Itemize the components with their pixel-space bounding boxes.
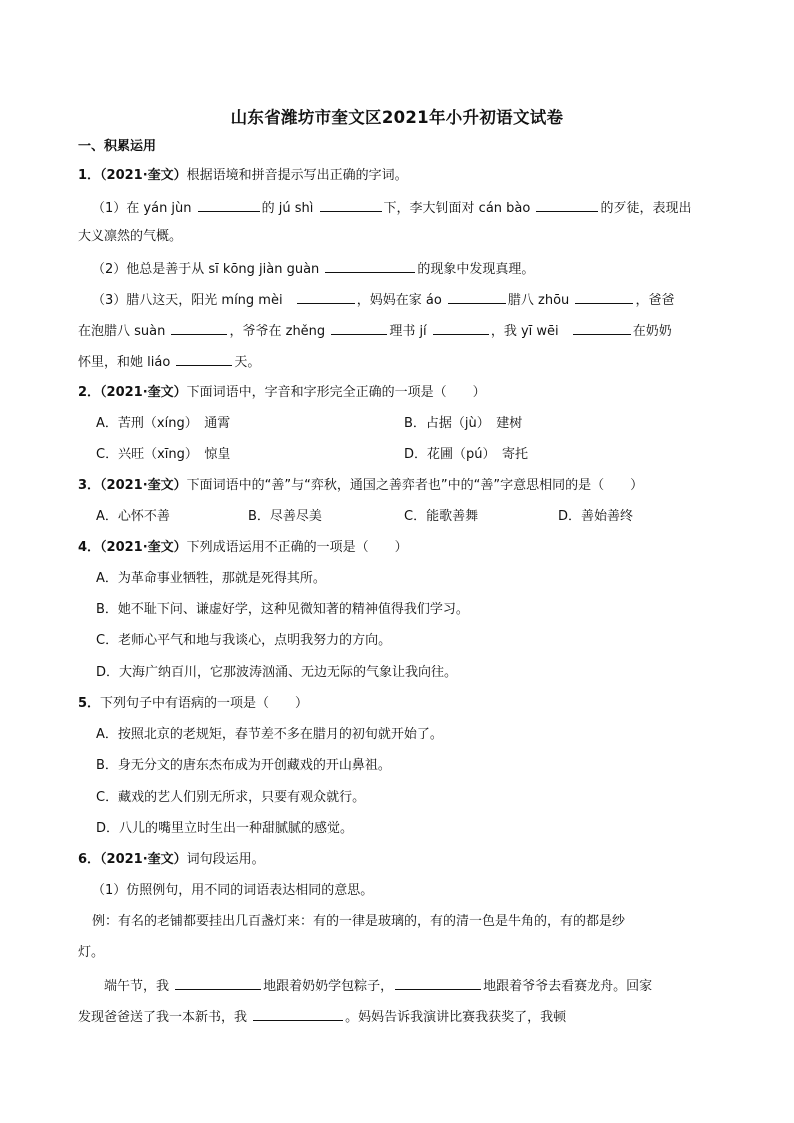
question-text: 下列句子中有语病的一项是（ ） xyxy=(100,696,309,711)
answer-blank[interactable] xyxy=(198,198,260,212)
question-source: （2021·奎文） xyxy=(100,852,187,867)
text-segment: 地跟着奶奶学包粽子， xyxy=(263,979,394,994)
section-heading: 一、积累运用 xyxy=(78,139,157,154)
question-4-stem xyxy=(78,539,408,557)
answer-blank[interactable] xyxy=(433,321,489,335)
option-b[interactable]: B．她不耻下问、谦虚好学，这种见微知著的精神值得我们学习。 xyxy=(96,602,469,617)
q1-sentence-3-cont xyxy=(78,321,672,341)
answer-blank[interactable] xyxy=(171,321,227,335)
question-text: 下面词语中，字音和字形完全正确的一项是（ ） xyxy=(186,385,486,400)
question-source: （2021·奎文） xyxy=(100,168,187,183)
text-segment: 地跟着爷爷去看赛龙舟。回家 xyxy=(483,979,653,994)
answer-blank[interactable] xyxy=(175,976,261,990)
q1-sentence-3-end xyxy=(78,352,260,372)
q1-sentence-3 xyxy=(92,290,674,310)
text-segment: 怀里，和她 liáo xyxy=(78,355,175,370)
answer-blank[interactable] xyxy=(575,290,633,304)
q1-sentence-1 xyxy=(92,198,692,218)
text-segment: 天。 xyxy=(234,355,261,370)
question-text: 下列成语运用不正确的一项是（ ） xyxy=(186,540,408,555)
question-source: （2021·奎文） xyxy=(100,540,187,555)
question-number: 4． xyxy=(78,540,101,555)
option-c[interactable]: C．藏戏的艺人们别无所求，只要有观众就行。 xyxy=(96,790,366,805)
text-segment: ，爷爷在 zhěng xyxy=(229,324,330,339)
option-b[interactable]: B．占据（jù） 建树 xyxy=(404,416,523,431)
answer-blank[interactable] xyxy=(297,290,355,304)
question-number: 3． xyxy=(78,478,101,493)
text-segment: 下，李大钊面对 cán bào xyxy=(383,201,535,216)
question-text: 词句段运用。 xyxy=(186,852,265,867)
question-6-stem xyxy=(78,851,265,869)
answer-blank[interactable] xyxy=(536,198,598,212)
answer-blank[interactable] xyxy=(448,290,506,304)
option-c[interactable]: C．兴旺（xīng） 惊皇 xyxy=(96,447,231,462)
text-segment: （1）在 yán jùn xyxy=(92,201,196,216)
option-d[interactable]: D．大海广纳百川，它那波涛汹涌、无边无际的气象让我向往。 xyxy=(96,665,458,680)
answer-blank[interactable] xyxy=(325,259,415,273)
option-b[interactable]: B．身无分文的唐东杰布成为开创藏戏的开山鼻祖。 xyxy=(96,758,391,773)
question-number: 1． xyxy=(78,168,101,183)
option-c[interactable]: C．能歌善舞 xyxy=(404,509,479,524)
option-a[interactable]: A．按照北京的老规矩，春节差不多在腊月的初旬就开始了。 xyxy=(96,727,443,742)
q1-sentence-2 xyxy=(92,259,534,279)
question-text: 下面词语中的“善”与“弈秋，通国之善弈者也”中的“善”字意思相同的是（ ） xyxy=(186,478,644,493)
option-a[interactable]: A．苦刑（xíng） 通霄 xyxy=(96,416,231,431)
answer-blank[interactable] xyxy=(253,1007,343,1021)
q6-example: 例：有名的老铺都要挂出几百盏灯来：有的一律是玻璃的，有的清一色是牛角的，有的都是纱 xyxy=(92,914,626,929)
option-b[interactable]: B．尽善尽美 xyxy=(248,509,322,524)
text-segment: 在奶奶 xyxy=(632,324,672,339)
option-c[interactable]: C．老师心平气和地与我谈心，点明我努力的方向。 xyxy=(96,633,392,648)
q6-paragraph-cont xyxy=(78,1007,566,1027)
question-number: 2． xyxy=(78,385,101,400)
text-segment: （3）腊八这天，阳光 míng mèi xyxy=(92,293,287,308)
option-d[interactable]: D．花圃（pú） 寄托 xyxy=(404,447,529,462)
q6-example-cont: 灯。 xyxy=(78,945,105,960)
answer-blank[interactable] xyxy=(395,976,481,990)
question-source: （2021·奎文） xyxy=(100,478,187,493)
question-source: （2021·奎文） xyxy=(100,385,187,400)
question-2-stem xyxy=(78,384,486,402)
question-3-stem xyxy=(78,477,643,495)
answer-blank[interactable] xyxy=(331,321,387,335)
question-text: 根据语境和拼音提示写出正确的字词。 xyxy=(186,168,408,183)
question-1-stem xyxy=(78,167,408,185)
text-segment: 在泡腊八 suàn xyxy=(78,324,170,339)
text-segment: ，我 yī wēi xyxy=(490,324,563,339)
question-number: 6． xyxy=(78,852,101,867)
q1-sentence-1-cont: 大义凛然的气概。 xyxy=(78,229,183,244)
question-number: 5． xyxy=(78,696,101,711)
answer-blank[interactable] xyxy=(176,352,232,366)
option-a[interactable]: A．心怀不善 xyxy=(96,509,170,524)
text-segment: （2）他总是善于从 sī kōng jiàn guàn xyxy=(92,262,324,277)
text-segment: 的现象中发现真理。 xyxy=(417,262,535,277)
option-d[interactable]: D．善始善终 xyxy=(558,509,634,524)
option-d[interactable]: D．八儿的嘴里立时生出一种甜腻腻的感觉。 xyxy=(96,821,354,836)
q6-subquestion-1: （1）仿照例句，用不同的词语表达相同的意思。 xyxy=(92,883,374,898)
text-segment: ，爸爸 xyxy=(635,293,675,308)
text-segment: ，妈妈在家 áo xyxy=(356,293,446,308)
text-segment: 端午节，我 xyxy=(104,979,174,994)
text-segment: 的歹徒，表现出 xyxy=(600,201,692,216)
text-segment: 发现爸爸送了我一本新书，我 xyxy=(78,1010,252,1025)
page-title: 山东省潍坊市奎文区2021年小升初语文试卷 xyxy=(230,108,564,127)
text-segment: 腊八 zhōu xyxy=(507,293,574,308)
text-segment: 。妈妈告诉我演讲比赛我获奖了，我顿 xyxy=(345,1010,567,1025)
text-segment: 理书 jí xyxy=(389,324,431,339)
option-a[interactable]: A．为革命事业牺牲，那就是死得其所。 xyxy=(96,571,326,586)
answer-blank[interactable] xyxy=(320,198,382,212)
q6-paragraph xyxy=(104,976,652,996)
question-5-stem xyxy=(78,695,308,713)
text-segment: 的 jú shì xyxy=(261,201,318,216)
answer-blank[interactable] xyxy=(573,321,631,335)
